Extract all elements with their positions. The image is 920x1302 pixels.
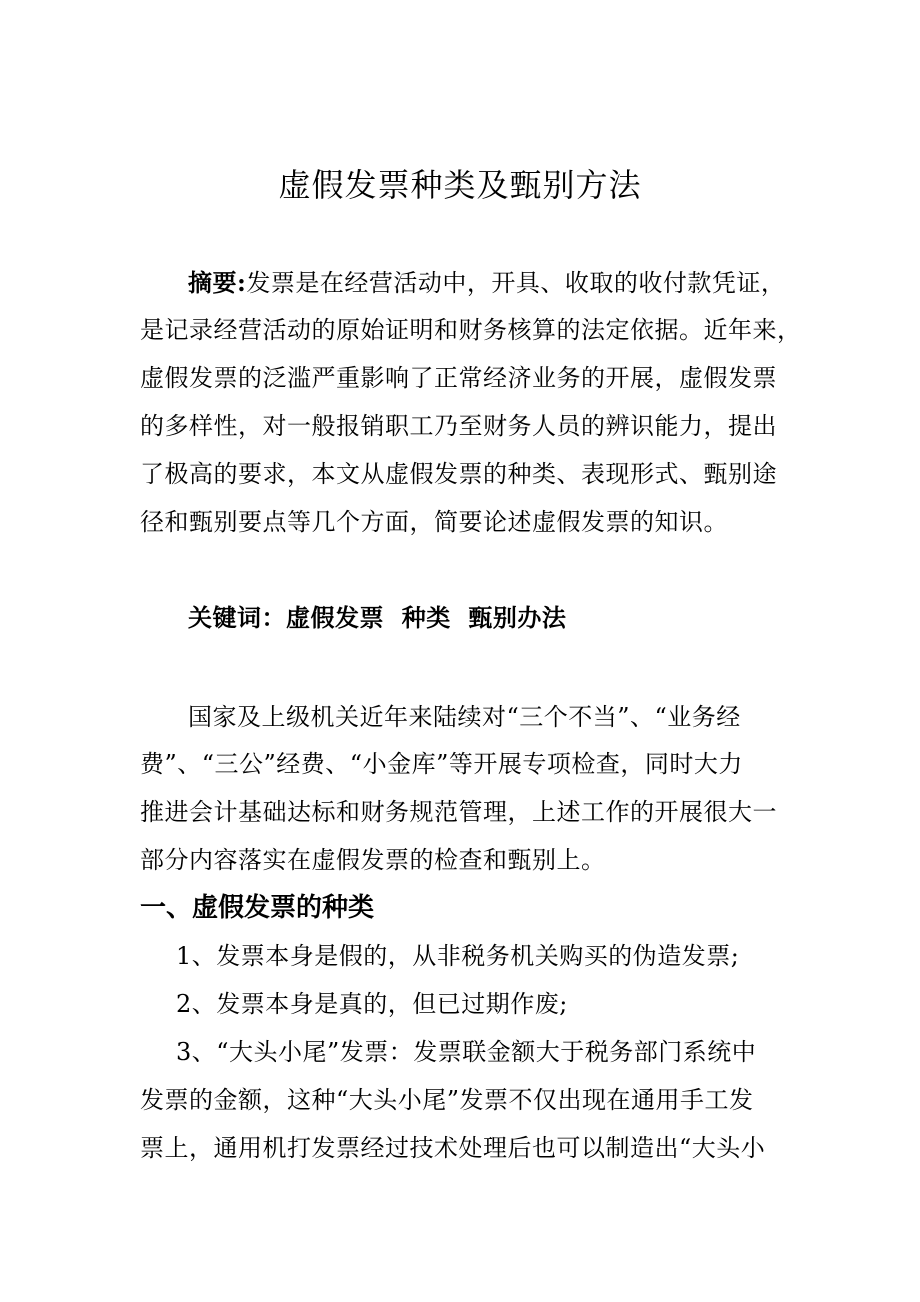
abstract-text-1: 发票是在经营活动中，开具、收取的收付款凭证，	[246, 269, 786, 297]
abstract-line-2: 是记录经营活动的原始证明和财务核算的法定依据。近年来，	[140, 316, 802, 344]
intro-line-2: 费”、“三公”经费、“小金库”等开展专项检查，同时大力	[140, 750, 743, 778]
abstract-line-4: 的多样性，对一般报销职工乃至财务人员的辨识能力，提出	[140, 412, 777, 440]
document-title: 虚假发票种类及甄别方法	[278, 166, 642, 204]
abstract-label: 摘要:	[188, 268, 247, 297]
intro-line-1: 国家及上级机关近年来陆续对“三个不当”、“业务经	[188, 703, 741, 731]
section-item-3-line-3: 票上，通用机打发票经过技术处理后也可以制造出“大头小	[140, 1134, 766, 1162]
section-heading: 一、虚假发票的种类	[140, 893, 375, 923]
intro-line-3: 推进会计基础达标和财务规范管理，上述工作的开展很大一	[140, 798, 777, 826]
abstract-line-6: 径和甄别要点等几个方面，简要论述虚假发票的知识。	[140, 508, 728, 536]
section-item-3-line-1: 3、“大头小尾”发票：发票联金额大于税务部门系统中	[176, 1038, 757, 1066]
abstract-line-5: 了极高的要求，本文从虚假发票的种类、表现形式、甄别途	[140, 460, 777, 488]
abstract-line-3: 虚假发票的泛滥严重影响了正常经济业务的开展，虚假发票	[140, 364, 777, 392]
section-item-2: 2、发票本身是真的，但已过期作废;	[176, 990, 568, 1018]
section-item-3-line-2: 发票的金额，这种“大头小尾”发票不仅出现在通用手工发	[140, 1086, 754, 1114]
section-item-1: 1、发票本身是假的，从非税务机关购买的伪造发票;	[176, 942, 740, 970]
intro-line-4: 部分内容落实在虚假发票的检查和甄别上。	[140, 846, 606, 874]
keywords-line: 关键词：虚假发票 种类 甄别办法	[188, 603, 567, 632]
abstract-line-1	[188, 266, 788, 300]
